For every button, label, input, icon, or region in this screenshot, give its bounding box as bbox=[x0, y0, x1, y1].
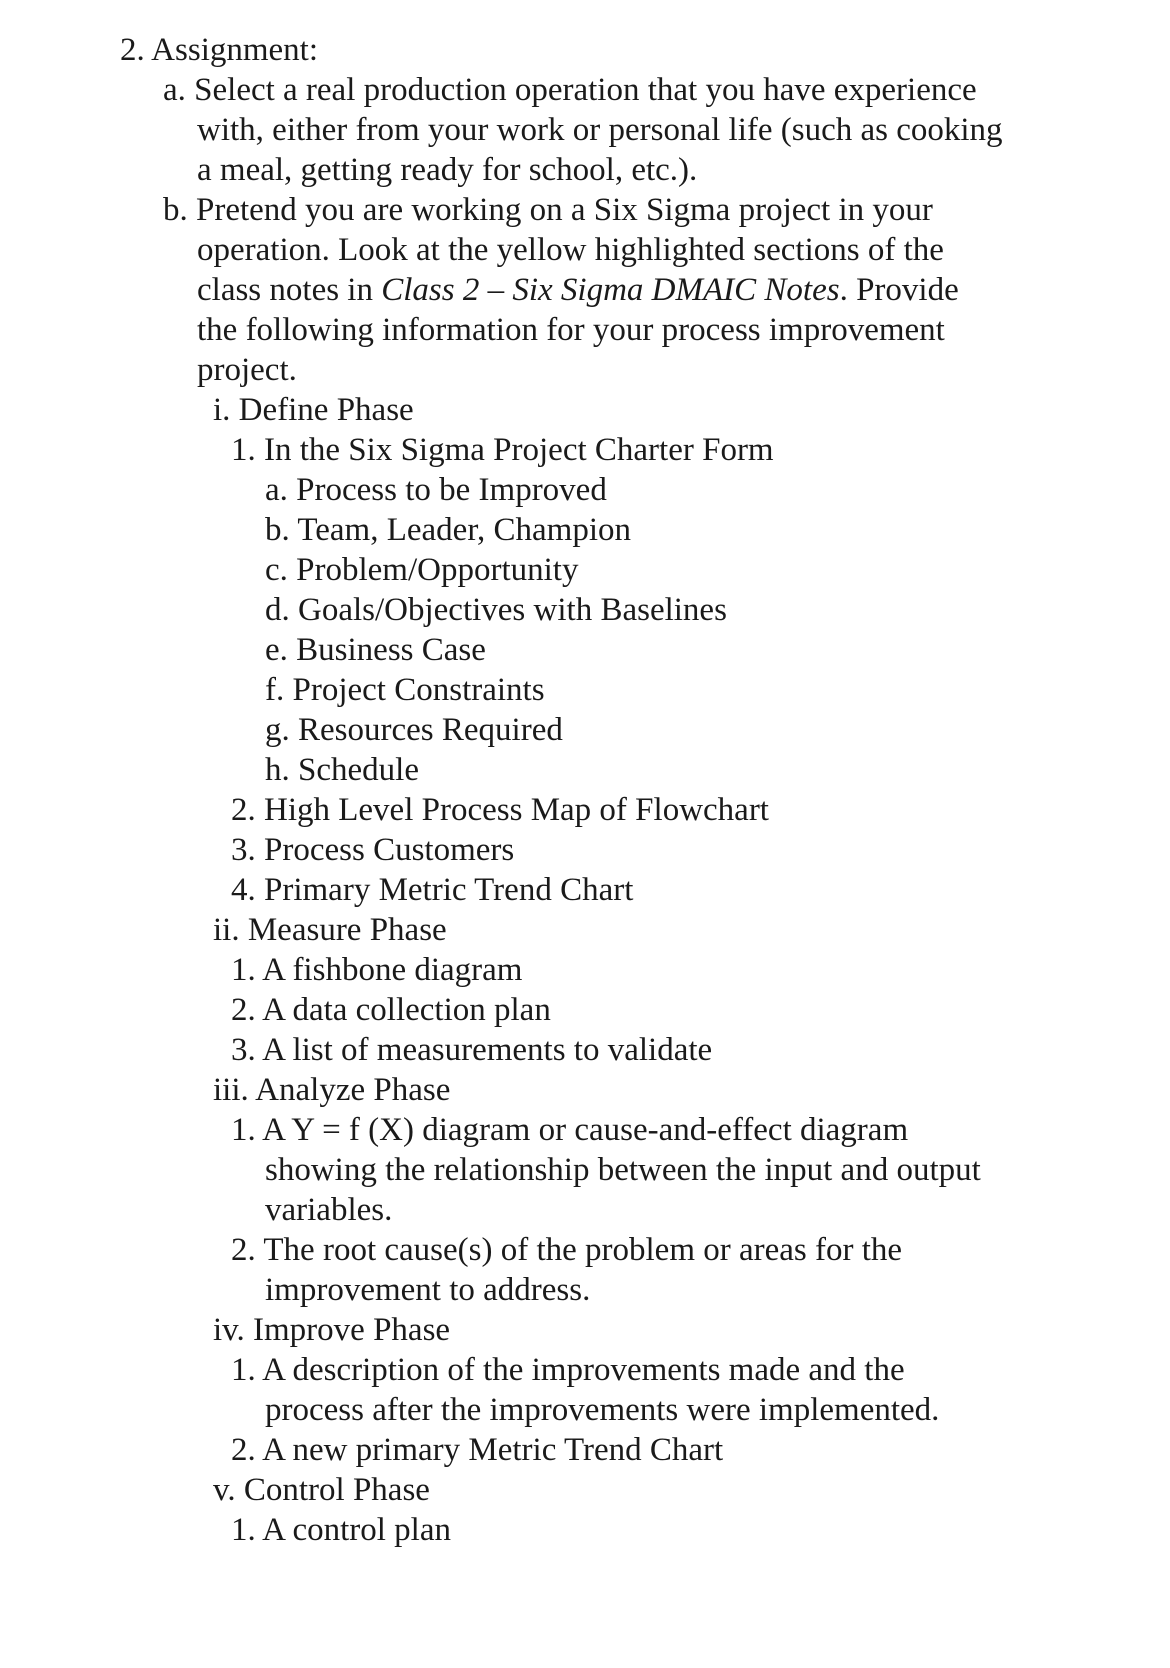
measure-item: 1. A fishbone diagram bbox=[231, 952, 523, 988]
improve-phase-title: iv. Improve Phase bbox=[213, 1312, 451, 1348]
charter-item: e. Business Case bbox=[265, 632, 486, 668]
item-b-line-3-pre: class notes in bbox=[197, 272, 382, 308]
improve-item-2: 2. A new primary Metric Trend Chart bbox=[231, 1432, 724, 1468]
item-a-line-1: a. Select a real production operation that you have experience bbox=[163, 72, 977, 108]
item-b-line-4: the following information for your process improvement bbox=[197, 312, 945, 348]
analyze-item-1-line-3: variables. bbox=[265, 1192, 393, 1228]
control-phase-title: v. Control Phase bbox=[213, 1472, 430, 1508]
define-item: 2. High Level Process Map of Flowchart bbox=[231, 792, 769, 828]
define-phase-title: i. Define Phase bbox=[213, 392, 414, 428]
measure-item: 3. A list of measurements to validate bbox=[231, 1032, 713, 1068]
analyze-item-1-line-1: 1. A Y = f (X) diagram or cause-and-effect diagram bbox=[231, 1112, 909, 1148]
item-a-line-2: with, either from your work or personal life (such as cooking bbox=[197, 112, 1003, 148]
item-b-line-1: b. Pretend you are working on a Six Sigma project in your bbox=[163, 192, 933, 228]
class-notes-title: Class 2 – Six Sigma DMAIC Notes bbox=[381, 272, 840, 308]
charter-item: h. Schedule bbox=[265, 752, 419, 788]
charter-item: a. Process to be Improved bbox=[265, 472, 607, 508]
analyze-item-2-line-1: 2. The root cause(s) of the problem or areas for the bbox=[231, 1232, 903, 1268]
item-b-line-3 bbox=[197, 270, 959, 310]
analyze-item-2-line-2: improvement to address. bbox=[265, 1272, 591, 1308]
charter-item: g. Resources Required bbox=[265, 712, 563, 748]
define-item: 3. Process Customers bbox=[231, 832, 515, 868]
assignment-heading: 2. Assignment: bbox=[120, 32, 319, 68]
charter-item: c. Problem/Opportunity bbox=[265, 552, 579, 588]
measure-item: 2. A data collection plan bbox=[231, 992, 551, 1028]
improve-item-1-line-1: 1. A description of the improvements made and the bbox=[231, 1352, 905, 1388]
improve-item-1-line-2: process after the improvements were implemented. bbox=[265, 1392, 940, 1428]
charter-item: d. Goals/Objectives with Baselines bbox=[265, 592, 727, 628]
analyze-item-1-line-2: showing the relationship between the input and output bbox=[265, 1152, 981, 1188]
control-item-1: 1. A control plan bbox=[231, 1512, 451, 1548]
define-item: 4. Primary Metric Trend Chart bbox=[231, 872, 634, 908]
charter-item: b. Team, Leader, Champion bbox=[265, 512, 631, 548]
item-a-line-3: a meal, getting ready for school, etc.). bbox=[197, 152, 698, 188]
item-b-line-3-post: . Provide bbox=[839, 272, 959, 308]
charter-item: f. Project Constraints bbox=[265, 672, 545, 708]
item-b-line-2: operation. Look at the yellow highlighted sections of the bbox=[197, 232, 944, 268]
analyze-phase-title: iii. Analyze Phase bbox=[213, 1072, 451, 1108]
measure-phase-title: ii. Measure Phase bbox=[213, 912, 447, 948]
define-charter-item: 1. In the Six Sigma Project Charter Form bbox=[231, 432, 774, 468]
item-b-line-5: project. bbox=[197, 352, 297, 388]
